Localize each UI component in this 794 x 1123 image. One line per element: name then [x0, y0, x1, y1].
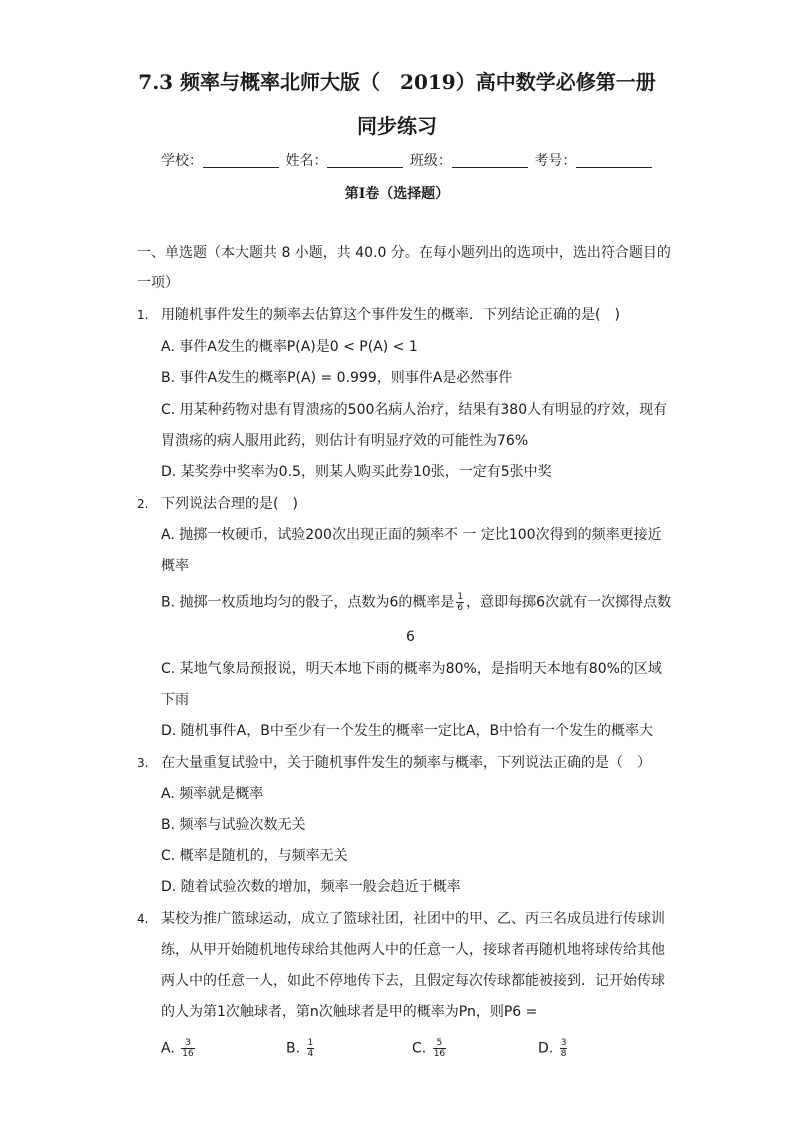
- option-c-cont: 胃溃疡的病人服用此药，则估计有明显疗效的可能性为76%: [161, 433, 529, 449]
- fraction-denominator: 4: [307, 1049, 314, 1059]
- option-a: A. 频率就是概率: [161, 786, 264, 802]
- option-d: [538, 1038, 569, 1059]
- fraction: [456, 592, 464, 613]
- document-title: 7.3 频率与概率北师大版（ 2019）高中数学必修第一册: [138, 70, 656, 94]
- question-stem: 下列说法合理的是( ): [161, 496, 298, 512]
- option-c: [412, 1038, 448, 1059]
- option-label: D.: [538, 1040, 554, 1057]
- option-b: [286, 1038, 316, 1059]
- question-stem: 某校为推广篮球运动，成立了篮球社团，社团中的甲、乙、丙三名成员进行传球训: [161, 911, 665, 927]
- fraction-denominator: 16: [182, 1049, 194, 1059]
- question-stem-cont: 两人中的任意一人，如此不停地传下去，且假定每次传球都能被接到．记开始传球: [161, 973, 665, 989]
- option-b: [161, 592, 671, 613]
- option-c-cont: 下雨: [161, 692, 189, 708]
- option-a-cont: 概率: [161, 558, 189, 574]
- option-c: C. 某地气象局预报说，明天本地下雨的概率为80%，是指明天本地有80%的区域: [161, 661, 662, 677]
- option-a: A. 抛掷一枚硬币，试验200次出现正面的频率不 一 定比100次得到的频率更接近: [161, 527, 662, 543]
- school-blank[interactable]: [203, 153, 279, 168]
- option-label: B.: [286, 1040, 301, 1057]
- fraction: [560, 1038, 568, 1059]
- question-stem: 在大量重复试验中，关于随机事件发生的频率与概率，下列说法正确的是（ ）: [161, 755, 651, 771]
- fraction-denominator: 8: [560, 1049, 567, 1059]
- option-a: [161, 1038, 197, 1059]
- option-label: C.: [412, 1040, 427, 1057]
- question-number: 4.: [137, 912, 149, 926]
- fraction-denominator: 6: [457, 603, 464, 613]
- question-number: 1.: [137, 308, 149, 322]
- question-stem: 用随机事件发生的频率去估算这个事件发生的概率．下列结论正确的是( ): [161, 307, 620, 323]
- section-instruction: 一、单选题（本大题共 8 小题，共 40.0 分。在每小题列出的选项中，选出符合题目的: [137, 245, 671, 261]
- fraction-numerator: 3: [181, 1038, 194, 1049]
- name-label: 姓名：: [285, 153, 328, 169]
- option-b-text-cont: ，意即每掷6次就有一次掷得点数: [466, 594, 672, 611]
- document-subtitle: 同步练习: [357, 114, 437, 138]
- class-blank[interactable]: [452, 153, 528, 168]
- option-a: A. 事件A发生的概率P(A)是0 < P(A) < 1: [161, 339, 418, 355]
- question-number: 2.: [137, 497, 149, 511]
- option-b-text: B. 抛掷一枚质地均匀的骰子，点数为6的概率是: [161, 594, 455, 611]
- question-stem-cont: 的人为第1次触球者，第n次触球者是甲的概率为Pn，则P6 =: [161, 1004, 538, 1020]
- fraction: [433, 1038, 446, 1059]
- option-d: D. 随机事件A，B中至少有一个发生的概率一定比A，B中恰有一个发生的概率大: [161, 723, 654, 739]
- option-c: C. 用某种药物对患有胃溃疡的500名病人治疗，结果有380人有明显的疗效，现有: [161, 402, 668, 418]
- fraction-numerator: 3: [560, 1038, 567, 1048]
- option-b-wrap: 6: [406, 629, 415, 645]
- fraction-numerator: 1: [307, 1038, 314, 1048]
- section-instruction-cont: 一项）: [137, 275, 179, 291]
- exam-number-label: 考号：: [534, 153, 577, 169]
- class-label: 班级：: [409, 153, 452, 169]
- fraction-numerator: 1: [457, 592, 464, 602]
- student-info-row: [161, 150, 654, 170]
- option-c: C. 概率是随机的，与频率无关: [161, 848, 348, 864]
- volume-heading: 第I卷（选择题）: [344, 186, 450, 202]
- option-label: A.: [161, 1040, 175, 1057]
- question-number: 3.: [137, 756, 149, 770]
- name-blank[interactable]: [327, 153, 403, 168]
- question-stem-cont: 练，从甲开始随机地传球给其他两人中的任意一人，接球者再随机地将球传给其他: [161, 942, 665, 958]
- fraction: [307, 1038, 315, 1059]
- option-b: B. 事件A发生的概率P(A) = 0.999，则事件A是必然事件: [161, 370, 513, 386]
- school-label: 学校：: [161, 153, 203, 169]
- option-d: D. 某奖券中奖率为0.5，则某人购买此券10张，一定有5张中奖: [161, 464, 552, 480]
- fraction-denominator: 16: [433, 1049, 446, 1059]
- fraction: [181, 1038, 194, 1059]
- fraction-numerator: 5: [433, 1038, 446, 1049]
- option-d: D. 随着试验次数的增加，频率一般会趋近于概率: [161, 879, 461, 895]
- option-b: B. 频率与试验次数无关: [161, 817, 306, 833]
- exam-number-blank[interactable]: [576, 153, 652, 168]
